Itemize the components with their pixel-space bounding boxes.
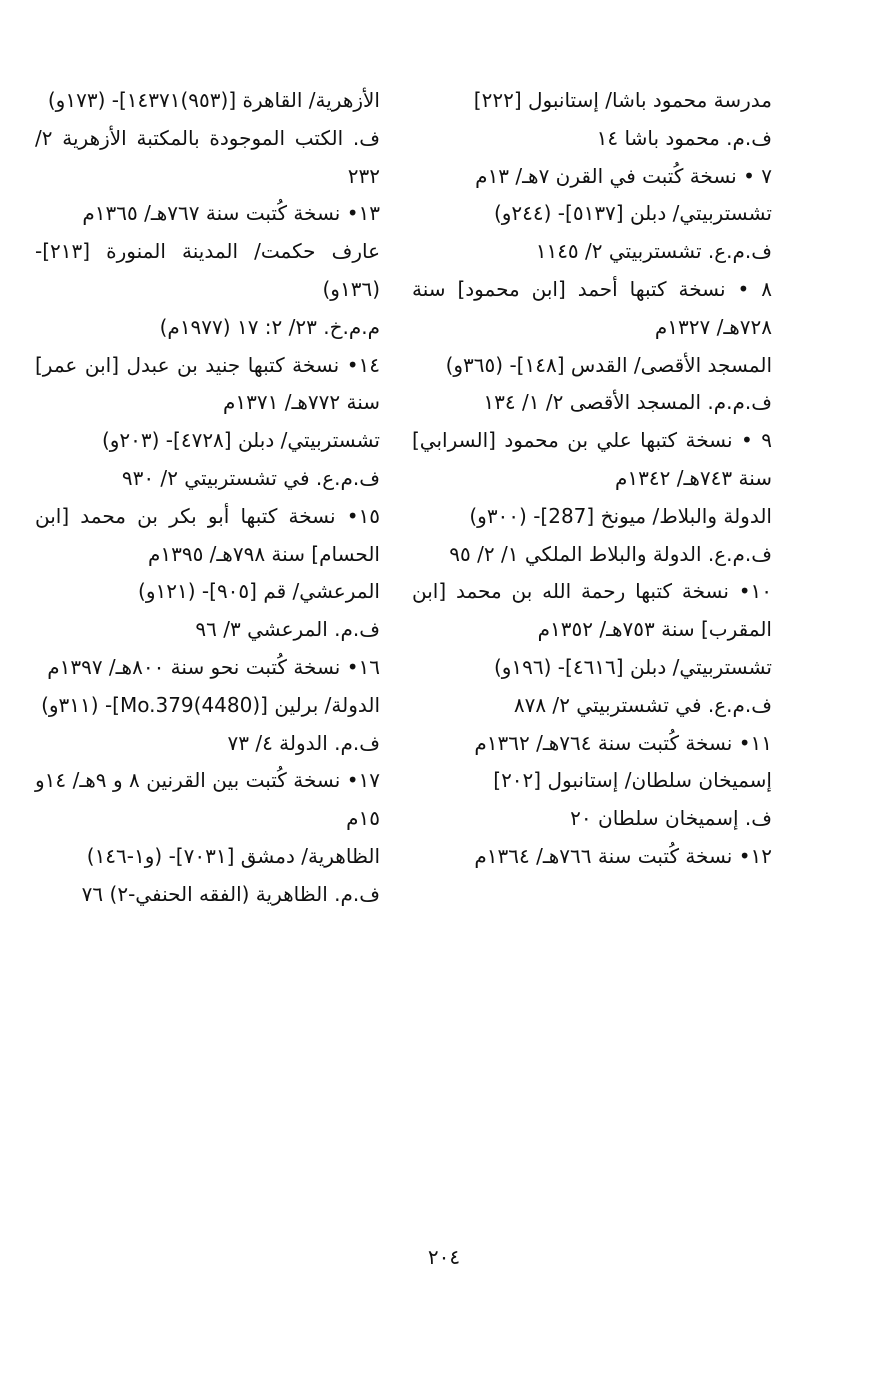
- library-entry: الدولة/ برلين [(4480)Mo.379]- (٣١١و): [41, 692, 380, 717]
- library-entry: إسميخان سلطان/ إستانبول [٢٠٢]: [493, 768, 772, 793]
- catalog-reference: ف.م. الظاهرية (الفقه الحنفي-٢) ٧٦: [81, 881, 380, 906]
- catalog-reference: ف.م.م. المسجد الأقصى ٢/ ١/ ١٣٤: [483, 390, 772, 415]
- manuscript-entry-14: ١٤• نسخة كتبها جنيد بن عبدل [ابن عمر] سنة ٧٧٢هـ/ ١٣٧١م: [35, 352, 380, 415]
- catalog-reference: ف. إسميخان سلطان ٢٠: [570, 806, 772, 831]
- library-entry: عارف حكمت/ المدينة المنورة [٢١٣]- (١٣٦و): [35, 239, 380, 301]
- library-entry: الأزهرية/ القاهرة [(٩٥٣)١٤٣٧١]- (١٧٣و): [47, 88, 380, 112]
- library-entry: تشستربيتي/ دبلن [٤٧٢٨]- (٢٠٣و): [101, 428, 380, 453]
- library-entry: مدرسة محمود باشا/ إستانبول [٢٢٢]: [473, 88, 772, 112]
- library-entry: الظاهرية/ دمشق [٧٠٣١]- (و١-١٤٦): [86, 843, 380, 868]
- catalog-reference: ف.م.ع. الدولة والبلاط الملكي ١/ ٢/ ٩٥: [449, 541, 772, 566]
- right-column: [412, 82, 772, 876]
- manuscript-entry-10: ١٠• نسخة كتبها رحمة الله بن محمد [ابن المقرب] سنة ٧٥٣هـ/ ١٣٥٢م: [412, 579, 772, 642]
- library-entry: الدولة والبلاط/ ميونخ [287]- (٣٠٠و): [469, 503, 772, 528]
- catalog-reference: ف.م.ع. تشستربيتي ٢/ ١١٤٥: [535, 239, 772, 264]
- manuscript-entry-16: ١٦• نسخة كُتبت نحو سنة ٨٠٠هـ/ ١٣٩٧م: [47, 654, 380, 679]
- page-number: ٢٠٤: [427, 1245, 461, 1269]
- library-entry: المرعشي/ قم [٩٠٥]- (١٢١و): [138, 579, 380, 604]
- manuscript-entry-9: ٩ • نسخة كتبها علي بن محمود [السرابي] سنة ٧٤٣هـ/ ١٣٤٢م: [412, 428, 772, 490]
- catalog-reference: ف.م.ع. في تشستربيتي ٢/ ٨٧٨: [513, 692, 772, 717]
- catalog-reference: ف.م. المرعشي ٣/ ٩٦: [195, 617, 380, 642]
- library-entry: المسجد الأقصى/ القدس [١٤٨]- (٣٦٥و): [445, 352, 772, 377]
- library-entry: تشستربيتي/ دبلن [٥١٣٧]- (٢٤٤و): [493, 201, 772, 226]
- manuscript-entry-7: ٧ • نسخة كُتبت في القرن ٧هـ/ ١٣م: [475, 163, 772, 188]
- left-column: [35, 82, 380, 914]
- catalog-reference: ف. الكتب الموجودة بالمكتبة الأزهرية ٢/ ٢٣٢: [35, 125, 380, 188]
- manuscript-entry-13: ١٣• نسخة كُتبت سنة ٧٦٧هـ/ ١٣٦٥م: [82, 201, 380, 226]
- catalog-reference: ف.م.ع. في تشستربيتي ٢/ ٩٣٠: [121, 465, 380, 490]
- manuscript-entry-8: ٨ • نسخة كتبها أحمد [ابن محمود] سنة ٧٢٨هـ/ ١٣٢٧م: [412, 276, 772, 339]
- catalog-reference: ف.م. الدولة ٤/ ٧٣: [227, 730, 380, 755]
- manuscript-entry-11: ١١• نسخة كُتبت سنة ٧٦٤هـ/ ١٣٦٢م: [474, 730, 772, 755]
- library-entry: تشستربيتي/ دبلن [٤٦١٦]- (١٩٦و): [493, 654, 772, 679]
- catalog-reference: م.م.خ. ٢٣/ ٢: ١٧ (١٩٧٧م): [159, 314, 380, 339]
- catalog-reference: ف.م. محمود باشا ١٤: [596, 125, 772, 150]
- manuscript-entry-12: ١٢• نسخة كُتبت سنة ٧٦٦هـ/ ١٣٦٤م: [474, 843, 772, 868]
- manuscript-entry-17: ١٧• نسخة كُتبت بين القرنين ٨ و ٩هـ/ ١٤و ١٥م: [35, 768, 381, 831]
- manuscript-entry-15: ١٥• نسخة كتبها أبو بكر بن محمد [ابن الحسام] سنة ٧٩٨هـ/ ١٣٩٥م: [35, 503, 380, 566]
